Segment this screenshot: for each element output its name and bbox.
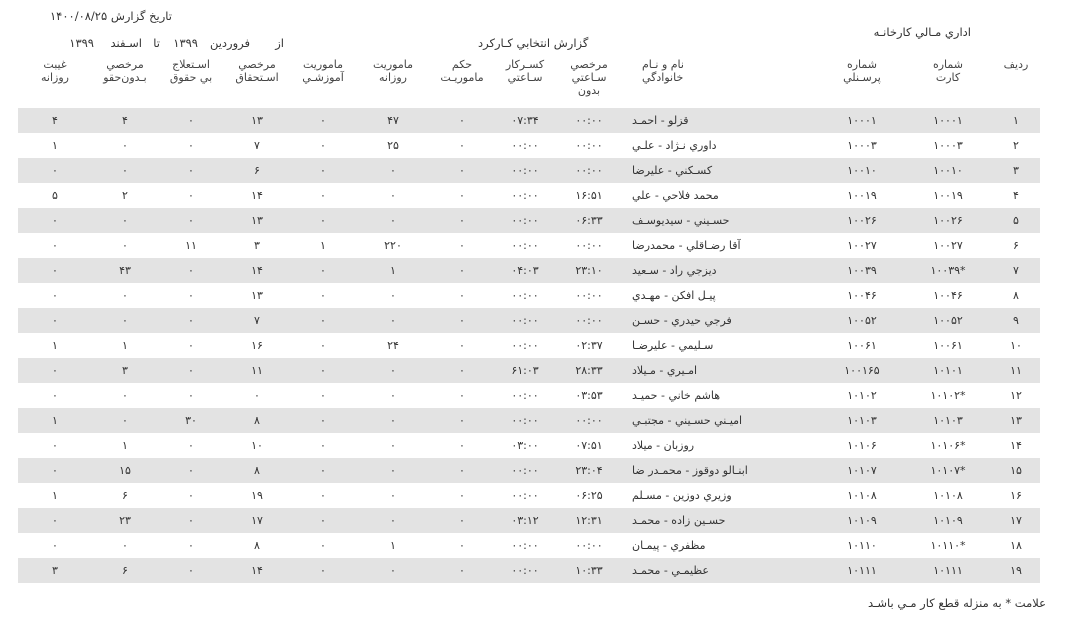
cell-training-mission: ۰ xyxy=(290,508,356,533)
cell-unpaid-leave: ۴ xyxy=(92,108,158,133)
cell-personnel: ۱۰۰۲۷ xyxy=(820,233,904,258)
cell-unpaid-absence: ۰ xyxy=(158,108,224,133)
cell-name: اميـني حسـيني - مجتبـي xyxy=(622,408,820,433)
cell-shortage: ۰۰:۰۰ xyxy=(494,133,556,158)
cell-entitled-leave: ۸ xyxy=(224,458,290,483)
cell-training-mission: ۰ xyxy=(290,383,356,408)
cell-row: ۱۴ xyxy=(992,433,1040,458)
cell-row: ۸ xyxy=(992,283,1040,308)
table-row xyxy=(18,458,1040,483)
cell-unpaid-leave: ۲ xyxy=(92,183,158,208)
cell-card: ۱۰۰۶۱ xyxy=(904,333,992,358)
cell-unpaid-absence: ۰ xyxy=(158,333,224,358)
cell-daily-absence: ۱ xyxy=(18,408,92,433)
cell-personnel: ۱۰۱۰۷ xyxy=(820,458,904,483)
cell-mission-order: ۰ xyxy=(430,308,494,333)
cell-shortage: ۰۷:۳۴ xyxy=(494,108,556,133)
cell-name: محمد فلاحي - علي xyxy=(622,183,820,208)
cell-personnel: ۱۰۱۱۰ xyxy=(820,533,904,558)
cell-unpaid-absence: ۰ xyxy=(158,308,224,333)
cell-shortage: ۰۰:۰۰ xyxy=(494,558,556,583)
cell-card: *۱۰۱۰۶ xyxy=(904,433,992,458)
cell-training-mission: ۰ xyxy=(290,108,356,133)
footer-note: علامت * به منزله قطع كار مـي باشـد xyxy=(868,596,1046,610)
cell-daily-absence: ۵ xyxy=(18,183,92,208)
cell-hourly-leave: ۰۰:۰۰ xyxy=(556,233,622,258)
cell-name: كسـكني - عليرضا xyxy=(622,158,820,183)
cell-mission-order: ۰ xyxy=(430,558,494,583)
cell-shortage: ۶۱:۰۳ xyxy=(494,358,556,383)
table-row xyxy=(18,333,1040,358)
cell-unpaid-leave: ۰ xyxy=(92,283,158,308)
cell-daily-mission: ۲۵ xyxy=(356,133,430,158)
cell-shortage: ۰۰:۰۰ xyxy=(494,333,556,358)
cell-hourly-leave: ۰۰:۰۰ xyxy=(556,158,622,183)
cell-shortage: ۰۳:۰۰ xyxy=(494,433,556,458)
cell-hourly-leave: ۰۰:۰۰ xyxy=(556,308,622,333)
cell-unpaid-leave: ۰ xyxy=(92,408,158,433)
cell-daily-mission: ۰ xyxy=(356,508,430,533)
cell-card: ۱۰۰۵۲ xyxy=(904,308,992,333)
cell-row: ۱۹ xyxy=(992,558,1040,583)
cell-daily-mission: ۰ xyxy=(356,183,430,208)
cell-daily-absence: ۰ xyxy=(18,208,92,233)
cell-unpaid-absence: ۰ xyxy=(158,133,224,158)
report-table-container xyxy=(18,56,1040,583)
cell-mission-order: ۰ xyxy=(430,408,494,433)
cell-row: ۱۱ xyxy=(992,358,1040,383)
cell-row: ۱۳ xyxy=(992,408,1040,433)
cell-unpaid-leave: ۰ xyxy=(92,208,158,233)
cell-unpaid-absence: ۰ xyxy=(158,383,224,408)
cell-shortage: ۰۳:۱۲ xyxy=(494,508,556,533)
cell-entitled-leave: ۶ xyxy=(224,158,290,183)
report-title: گزارش انتخابي كـاركرد xyxy=(478,36,589,50)
table-header xyxy=(18,56,1040,108)
column-header-daily-absence: غيبت روزانه xyxy=(41,58,69,84)
cell-row: ۱۶ xyxy=(992,483,1040,508)
cell-unpaid-absence: ۰ xyxy=(158,483,224,508)
cell-hourly-leave: ۰۰:۰۰ xyxy=(556,283,622,308)
table-row xyxy=(18,258,1040,283)
cell-daily-absence: ۰ xyxy=(18,458,92,483)
cell-card: ۱۰۱۰۱ xyxy=(904,358,992,383)
cell-shortage: ۰۰:۰۰ xyxy=(494,458,556,483)
column-header-unpaid-leave: مرخصي بـدون‌حقو xyxy=(103,58,147,84)
cell-card: ۱۰۰۲۶ xyxy=(904,208,992,233)
cell-hourly-leave: ۲۸:۳۳ xyxy=(556,358,622,383)
cell-row: ۳ xyxy=(992,158,1040,183)
cell-name: سـليمي - عليرضـا xyxy=(622,333,820,358)
cell-unpaid-leave: ۰ xyxy=(92,158,158,183)
cell-entitled-leave: ۱۳ xyxy=(224,108,290,133)
cell-training-mission: ۰ xyxy=(290,158,356,183)
table-row xyxy=(18,383,1040,408)
cell-hourly-leave: ۱۶:۵۱ xyxy=(556,183,622,208)
cell-unpaid-leave: ۶ xyxy=(92,558,158,583)
cell-unpaid-absence: ۰ xyxy=(158,183,224,208)
table-row xyxy=(18,283,1040,308)
column-header-hourly-leave: مرخصي سـاعتي بدون xyxy=(570,58,608,97)
cell-unpaid-absence: ۰ xyxy=(158,433,224,458)
cell-name: حسـين زاده - محمـد xyxy=(622,508,820,533)
range-from-month: فروردين xyxy=(209,36,250,50)
cell-unpaid-leave: ۲۳ xyxy=(92,508,158,533)
cell-entitled-leave: ۱۴ xyxy=(224,558,290,583)
cell-personnel: ۱۰۰۵۲ xyxy=(820,308,904,333)
column-header-personnel: شماره پرسـنلي xyxy=(843,58,881,84)
column-header-training-mission: ماموريت آموزشـي xyxy=(302,58,344,84)
table-row xyxy=(18,108,1040,133)
cell-card: ۱۰۰۱۹ xyxy=(904,183,992,208)
cell-personnel: ۱۰۰۰۳ xyxy=(820,133,904,158)
cell-entitled-leave: ۱۴ xyxy=(224,258,290,283)
cell-daily-mission: ۲۲۰ xyxy=(356,233,430,258)
cell-mission-order: ۰ xyxy=(430,533,494,558)
cell-unpaid-leave: ۳ xyxy=(92,358,158,383)
cell-unpaid-leave: ۱ xyxy=(92,333,158,358)
range-from-label: از xyxy=(275,36,284,50)
cell-hourly-leave: ۱۲:۳۱ xyxy=(556,508,622,533)
range-to-month: اسـفند xyxy=(110,36,142,50)
report-table xyxy=(18,56,1040,583)
table-row xyxy=(18,133,1040,158)
column-header-shortage: كسـركار سـاعتي xyxy=(505,58,545,84)
cell-unpaid-leave: ۱۵ xyxy=(92,458,158,483)
cell-shortage: ۰۰:۰۰ xyxy=(494,408,556,433)
cell-entitled-leave: ۱۱ xyxy=(224,358,290,383)
cell-daily-mission: ۰ xyxy=(356,208,430,233)
cell-row: ۴ xyxy=(992,183,1040,208)
cell-entitled-leave: ۱۷ xyxy=(224,508,290,533)
cell-daily-absence: ۰ xyxy=(18,233,92,258)
cell-training-mission: ۰ xyxy=(290,358,356,383)
cell-daily-absence: ۰ xyxy=(18,533,92,558)
cell-card: ۱۰۰۰۳ xyxy=(904,133,992,158)
cell-row: ۱۲ xyxy=(992,383,1040,408)
cell-hourly-leave: ۰۰:۰۰ xyxy=(556,133,622,158)
cell-personnel: ۱۰۱۰۲ xyxy=(820,383,904,408)
cell-unpaid-absence: ۰ xyxy=(158,508,224,533)
cell-personnel: ۱۰۰۱۶۵ xyxy=(820,358,904,383)
cell-row: ۱۰ xyxy=(992,333,1040,358)
cell-training-mission: ۰ xyxy=(290,408,356,433)
cell-daily-mission: ۰ xyxy=(356,458,430,483)
cell-training-mission: ۰ xyxy=(290,533,356,558)
cell-row: ۱۵ xyxy=(992,458,1040,483)
cell-personnel: ۱۰۱۰۹ xyxy=(820,508,904,533)
cell-daily-mission: ۰ xyxy=(356,558,430,583)
table-row xyxy=(18,508,1040,533)
cell-entitled-leave: ۳ xyxy=(224,233,290,258)
cell-entitled-leave: ۱۰ xyxy=(224,433,290,458)
table-row xyxy=(18,158,1040,183)
table-row xyxy=(18,208,1040,233)
cell-mission-order: ۰ xyxy=(430,183,494,208)
cell-hourly-leave: ۱۰:۳۳ xyxy=(556,558,622,583)
cell-card: *۱۰۱۰۲ xyxy=(904,383,992,408)
cell-training-mission: ۰ xyxy=(290,258,356,283)
cell-unpaid-leave: ۴۳ xyxy=(92,258,158,283)
table-row xyxy=(18,558,1040,583)
cell-name: قزلو - احمـد xyxy=(622,108,820,133)
column-header-row: رديف xyxy=(1003,58,1029,71)
table-row xyxy=(18,533,1040,558)
cell-daily-mission: ۴۷ xyxy=(356,108,430,133)
cell-personnel: ۱۰۰۳۹ xyxy=(820,258,904,283)
cell-entitled-leave: ۷ xyxy=(224,133,290,158)
table-row xyxy=(18,408,1040,433)
cell-card: ۱۰۰۴۶ xyxy=(904,283,992,308)
cell-entitled-leave: ۷ xyxy=(224,308,290,333)
cell-personnel: ۱۰۰۱۹ xyxy=(820,183,904,208)
cell-name: عظيمـي - محمـد xyxy=(622,558,820,583)
cell-shortage: ۰۴:۰۳ xyxy=(494,258,556,283)
company-name: اداري مـالي كارخانـه xyxy=(873,25,971,39)
cell-mission-order: ۰ xyxy=(430,358,494,383)
range-from-year: ۱۳۹۹ xyxy=(173,36,198,50)
cell-unpaid-leave: ۱ xyxy=(92,433,158,458)
cell-hourly-leave: ۰۶:۲۵ xyxy=(556,483,622,508)
cell-row: ۶ xyxy=(992,233,1040,258)
cell-name: ديزجي راد - سـعيد xyxy=(622,258,820,283)
cell-personnel: ۱۰۰۱۰ xyxy=(820,158,904,183)
cell-daily-absence: ۰ xyxy=(18,158,92,183)
cell-card: ۱۰۱۰۳ xyxy=(904,408,992,433)
cell-shortage: ۰۰:۰۰ xyxy=(494,283,556,308)
header-row xyxy=(18,56,1040,108)
cell-daily-mission: ۰ xyxy=(356,158,430,183)
cell-entitled-leave: ۸ xyxy=(224,408,290,433)
cell-training-mission: ۰ xyxy=(290,483,356,508)
cell-daily-mission: ۰ xyxy=(356,433,430,458)
cell-name: آقا رضـاقلي - محمدرضا xyxy=(622,233,820,258)
cell-entitled-leave: ۸ xyxy=(224,533,290,558)
cell-unpaid-leave: ۰ xyxy=(92,233,158,258)
cell-row: ۱۷ xyxy=(992,508,1040,533)
cell-training-mission: ۰ xyxy=(290,133,356,158)
cell-row: ۵ xyxy=(992,208,1040,233)
cell-hourly-leave: ۰۶:۳۳ xyxy=(556,208,622,233)
cell-daily-absence: ۰ xyxy=(18,508,92,533)
cell-entitled-leave: ۱۴ xyxy=(224,183,290,208)
cell-name: روزبان - ميلاد xyxy=(622,433,820,458)
column-header-daily-mission: ماموريت روزانه xyxy=(373,58,413,84)
cell-row: ۹ xyxy=(992,308,1040,333)
table-row xyxy=(18,433,1040,458)
cell-row: ۱۸ xyxy=(992,533,1040,558)
cell-name: وزيري دوزين - مسـلم xyxy=(622,483,820,508)
cell-personnel: ۱۰۰۲۶ xyxy=(820,208,904,233)
cell-mission-order: ۰ xyxy=(430,108,494,133)
cell-unpaid-absence: ۰ xyxy=(158,258,224,283)
cell-training-mission: ۰ xyxy=(290,558,356,583)
cell-daily-absence: ۴ xyxy=(18,108,92,133)
table-row xyxy=(18,183,1040,208)
cell-personnel: ۱۰۰۰۱ xyxy=(820,108,904,133)
cell-mission-order: ۰ xyxy=(430,208,494,233)
report-date: تاريخ گزارش ۱۴۰۰/۰۸/۲۵ xyxy=(50,9,172,23)
cell-daily-absence: ۰ xyxy=(18,383,92,408)
cell-shortage: ۰۰:۰۰ xyxy=(494,158,556,183)
cell-mission-order: ۰ xyxy=(430,433,494,458)
cell-card: *۱۰۱۱۰ xyxy=(904,533,992,558)
cell-hourly-leave: ۲۳:۰۴ xyxy=(556,458,622,483)
cell-mission-order: ۰ xyxy=(430,383,494,408)
cell-unpaid-leave: ۰ xyxy=(92,533,158,558)
cell-card: ۱۰۰۱۰ xyxy=(904,158,992,183)
cell-daily-mission: ۰ xyxy=(356,483,430,508)
cell-mission-order: ۰ xyxy=(430,233,494,258)
cell-daily-mission: ۰ xyxy=(356,308,430,333)
cell-training-mission: ۰ xyxy=(290,333,356,358)
cell-name: حسـيني - سيدیوسـف xyxy=(622,208,820,233)
cell-row: ۲ xyxy=(992,133,1040,158)
cell-mission-order: ۰ xyxy=(430,458,494,483)
cell-unpaid-absence: ۱۱ xyxy=(158,233,224,258)
cell-mission-order: ۰ xyxy=(430,283,494,308)
cell-mission-order: ۰ xyxy=(430,508,494,533)
cell-unpaid-leave: ۰ xyxy=(92,308,158,333)
cell-entitled-leave: ۱۶ xyxy=(224,333,290,358)
column-header-name: نام و نـام خانوادگي xyxy=(642,58,684,84)
cell-hourly-leave: ۰۷:۵۱ xyxy=(556,433,622,458)
cell-training-mission: ۰ xyxy=(290,208,356,233)
cell-row: ۷ xyxy=(992,258,1040,283)
cell-daily-absence: ۱ xyxy=(18,333,92,358)
cell-unpaid-absence: ۰ xyxy=(158,558,224,583)
cell-row: ۱ xyxy=(992,108,1040,133)
cell-daily-mission: ۱ xyxy=(356,533,430,558)
cell-name: داوري نـژاد - علـي xyxy=(622,133,820,158)
cell-personnel: ۱۰۱۰۳ xyxy=(820,408,904,433)
cell-training-mission: ۰ xyxy=(290,183,356,208)
cell-personnel: ۱۰۱۱۱ xyxy=(820,558,904,583)
cell-unpaid-leave: ۶ xyxy=(92,483,158,508)
cell-daily-mission: ۰ xyxy=(356,408,430,433)
cell-personnel: ۱۰۱۰۶ xyxy=(820,433,904,458)
table-body xyxy=(18,108,1040,583)
cell-card: *۱۰۱۰۷ xyxy=(904,458,992,483)
cell-daily-absence: ۰ xyxy=(18,433,92,458)
cell-daily-mission: ۱ xyxy=(356,258,430,283)
cell-unpaid-absence: ۳۰ xyxy=(158,408,224,433)
cell-daily-absence: ۰ xyxy=(18,358,92,383)
cell-shortage: ۰۰:۰۰ xyxy=(494,383,556,408)
column-header-card: شماره كارت xyxy=(932,58,963,84)
cell-unpaid-absence: ۰ xyxy=(158,358,224,383)
cell-name: هاشم خاني - حميـد xyxy=(622,383,820,408)
cell-name: فرجي حيدري - حسـن xyxy=(622,308,820,333)
cell-unpaid-absence: ۰ xyxy=(158,533,224,558)
table-row xyxy=(18,233,1040,258)
cell-hourly-leave: ۰۳:۵۳ xyxy=(556,383,622,408)
cell-daily-mission: ۰ xyxy=(356,383,430,408)
date-range xyxy=(50,35,290,51)
cell-shortage: ۰۰:۰۰ xyxy=(494,208,556,233)
cell-training-mission: ۰ xyxy=(290,433,356,458)
column-header-unpaid-absence: اسـتعلاج بي حقوق xyxy=(169,58,213,84)
cell-personnel: ۱۰۰۴۶ xyxy=(820,283,904,308)
cell-daily-absence: ۱ xyxy=(18,483,92,508)
cell-card: ۱۰۰۰۱ xyxy=(904,108,992,133)
cell-daily-mission: ۲۴ xyxy=(356,333,430,358)
cell-card: ۱۰۱۰۸ xyxy=(904,483,992,508)
cell-entitled-leave: ۱۳ xyxy=(224,208,290,233)
cell-card: *۱۰۰۳۹ xyxy=(904,258,992,283)
cell-hourly-leave: ۰۰:۰۰ xyxy=(556,408,622,433)
cell-daily-absence: ۳ xyxy=(18,558,92,583)
cell-mission-order: ۰ xyxy=(430,158,494,183)
cell-mission-order: ۰ xyxy=(430,258,494,283)
cell-mission-order: ۰ xyxy=(430,483,494,508)
cell-unpaid-absence: ۰ xyxy=(158,208,224,233)
cell-card: ۱۰۱۱۱ xyxy=(904,558,992,583)
cell-daily-mission: ۰ xyxy=(356,358,430,383)
cell-daily-mission: ۰ xyxy=(356,283,430,308)
cell-shortage: ۰۰:۰۰ xyxy=(494,483,556,508)
cell-daily-absence: ۰ xyxy=(18,258,92,283)
cell-daily-absence: ۰ xyxy=(18,283,92,308)
cell-unpaid-absence: ۰ xyxy=(158,458,224,483)
cell-personnel: ۱۰۰۶۱ xyxy=(820,333,904,358)
cell-daily-absence: ۰ xyxy=(18,308,92,333)
column-header-entitled-leave: مرخصي اسـتحقاق xyxy=(235,58,279,84)
cell-mission-order: ۰ xyxy=(430,333,494,358)
cell-name: ابنـالو دوقوز - محمـدر ضا xyxy=(622,458,820,483)
cell-hourly-leave: ۰۰:۰۰ xyxy=(556,108,622,133)
cell-unpaid-absence: ۰ xyxy=(158,158,224,183)
cell-daily-absence: ۱ xyxy=(18,133,92,158)
range-to-year: ۱۳۹۹ xyxy=(69,36,94,50)
cell-entitled-leave: ۰ xyxy=(224,383,290,408)
cell-shortage: ۰۰:۰۰ xyxy=(494,308,556,333)
cell-personnel: ۱۰۱۰۸ xyxy=(820,483,904,508)
cell-training-mission: ۰ xyxy=(290,283,356,308)
cell-unpaid-leave: ۰ xyxy=(92,133,158,158)
cell-unpaid-leave: ۰ xyxy=(92,383,158,408)
table-row xyxy=(18,483,1040,508)
column-header-mission-order: حكم ماموريـت xyxy=(440,58,484,84)
cell-hourly-leave: ۲۳:۱۰ xyxy=(556,258,622,283)
cell-hourly-leave: ۰۰:۰۰ xyxy=(556,533,622,558)
cell-entitled-leave: ۱۹ xyxy=(224,483,290,508)
table-row xyxy=(18,358,1040,383)
cell-unpaid-absence: ۰ xyxy=(158,283,224,308)
cell-card: ۱۰۰۲۷ xyxy=(904,233,992,258)
cell-entitled-leave: ۱۳ xyxy=(224,283,290,308)
cell-hourly-leave: ۰۲:۳۷ xyxy=(556,333,622,358)
cell-shortage: ۰۰:۰۰ xyxy=(494,533,556,558)
cell-shortage: ۰۰:۰۰ xyxy=(494,233,556,258)
range-to-label: تا xyxy=(153,36,160,50)
cell-training-mission: ۰ xyxy=(290,308,356,333)
cell-mission-order: ۰ xyxy=(430,133,494,158)
table-row xyxy=(18,308,1040,333)
cell-card: ۱۰۱۰۹ xyxy=(904,508,992,533)
cell-training-mission: ۰ xyxy=(290,458,356,483)
cell-name: مظفري - پيمـان xyxy=(622,533,820,558)
cell-name: پيـل افكن - مهـدي xyxy=(622,283,820,308)
cell-training-mission: ۱ xyxy=(290,233,356,258)
cell-shortage: ۰۰:۰۰ xyxy=(494,183,556,208)
cell-name: امـيري - مـيلاد xyxy=(622,358,820,383)
